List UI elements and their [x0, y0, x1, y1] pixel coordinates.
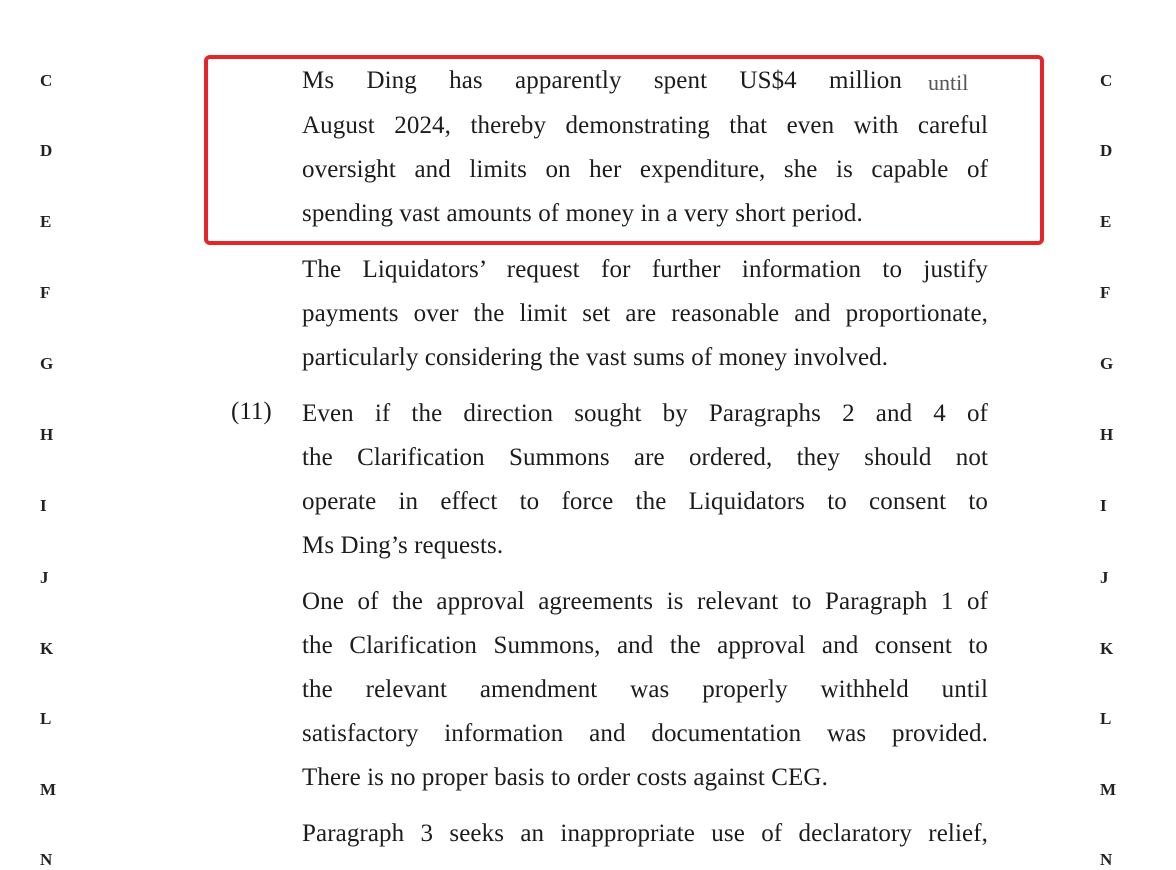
margin-letter-right: E [1100, 212, 1112, 231]
text-line: particularly considering the vast sums of money involved. [302, 344, 889, 371]
margin-letter-right: L [1100, 709, 1112, 728]
text-line: Ms Ding has apparently spent US$4 million [302, 67, 902, 94]
margin-letter-left: H [40, 425, 54, 444]
margin-letter-left: D [40, 141, 53, 160]
margin-letter-left: G [40, 354, 54, 373]
margin-letter-right: K [1100, 639, 1114, 658]
text-line: The Liquidators’ request for further information to justify [302, 256, 988, 283]
text-line: oversight and limits on her expenditure, she is capable of [302, 156, 988, 183]
margin-letter-right: D [1100, 141, 1113, 160]
margin-letter-right: H [1100, 425, 1114, 444]
margin-letter-right: C [1100, 71, 1113, 90]
margin-letter-right: M [1100, 780, 1117, 799]
margin-letter-left: E [40, 212, 52, 231]
text-line: the relevant amendment was properly withheld until [302, 676, 988, 703]
margin-letter-right: G [1100, 354, 1114, 373]
paragraph-number: (11) [231, 398, 272, 425]
margin-letter-right: N [1100, 850, 1113, 869]
margin-letter-left: C [40, 71, 53, 90]
text-line: There is no proper basis to order costs against CEG. [302, 764, 828, 791]
text-line: payments over the limit set are reasonable and proportionate, [302, 300, 988, 327]
margin-letter-left: L [40, 709, 52, 728]
margin-letter-left: F [40, 283, 51, 302]
margin-letter-right: J [1100, 568, 1109, 587]
text-line: August 2024, thereby demonstrating that even with careful [302, 112, 988, 139]
margin-letter-left: I [40, 496, 47, 515]
text-line: spending vast amounts of money in a very short period. [302, 200, 863, 227]
text-line: Paragraph 3 seeks an inappropriate use of declaratory relief, [302, 820, 988, 847]
text-line: the Clarification Summons, and the approval and consent to [302, 632, 988, 659]
partial-word: until [928, 70, 969, 95]
margin-letter-left: K [40, 639, 54, 658]
text-line: the Clarification Summons are ordered, they should not [302, 444, 988, 471]
text-line: operate in effect to force the Liquidators to consent to [302, 488, 988, 515]
margin-letter-left: M [40, 780, 57, 799]
text-line: Even if the direction sought by Paragraphs 2 and 4 of [302, 400, 988, 427]
text-line: One of the approval agreements is relevant to Paragraph 1 of [302, 588, 988, 615]
margin-letter-left: N [40, 850, 53, 869]
margin-letter-right: I [1100, 496, 1107, 515]
text-line: Ms Ding’s requests. [302, 532, 504, 559]
text-line: satisfactory information and documentation was provided. [302, 720, 988, 747]
margin-letter-right: F [1100, 283, 1111, 302]
margin-letter-left: J [40, 568, 49, 587]
